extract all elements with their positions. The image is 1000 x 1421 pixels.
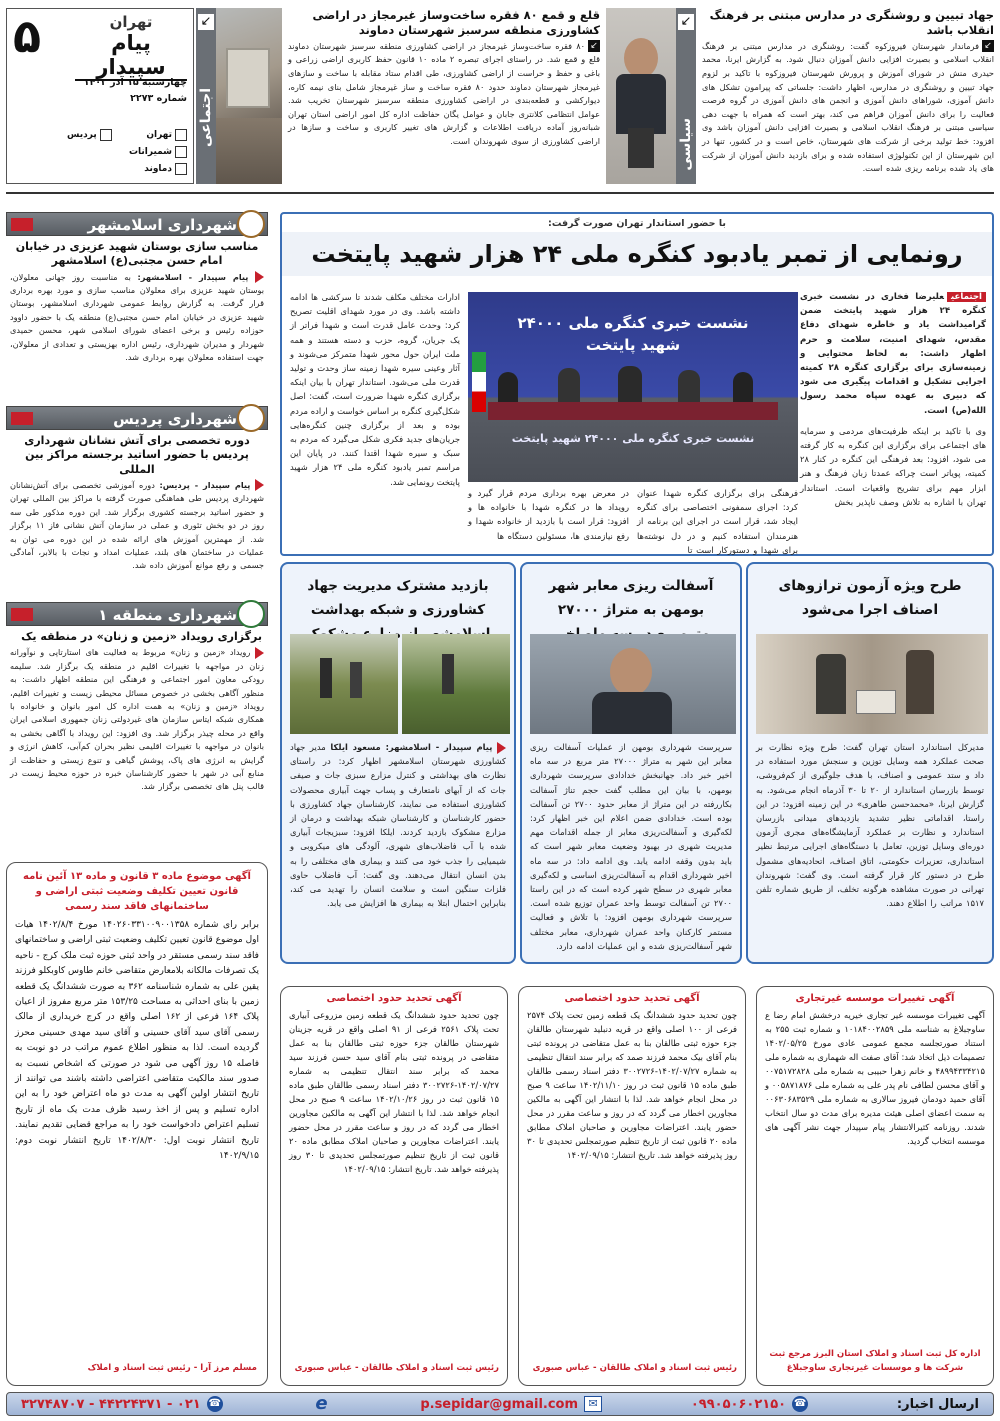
photo-banner-text: نشست خبری کنگره ملی ۲۴۰۰۰ شهید پایتخت bbox=[517, 314, 749, 354]
municipality-header: شهرداری پردیس bbox=[6, 406, 268, 430]
ad-title: آگهی تغییرات موسسه غیرتجاری bbox=[795, 993, 955, 1004]
demolition-photo bbox=[216, 8, 282, 184]
main-story-lead: اجتماعیعلیرضا فخاری در نشست خبری کنگره ۲۴ هزار شهید پایتخت ضمن گرامیداشت یاد و خاطره شهدای دفاع مقدس، شهدای امنیت، سلامت و حرم اظهار داشت: به لحاظ محتوایی و زمینه‌سازی برای برگزاری کنگره ۲۸ کمیته اجرایی تشکیل و اقدامات پیگیری می شود که دبیری به عهده سپاه محمد رسول الله(ص) است. وی با تاکید بر اینکه ظرفیت‌های مردمی و سرمایه های اجتماعی برای برگزاری این کنگره به کار گرفته می شود، افزود: بعد فرهنگی این کنگره در کنار ۲۸ کمیته، پویاتر است چراکه عمدتا زبان فرهنگ و هنر ابزار مهم برای تشریح واقعیات است. استاندار تهران با اشاره به تلاش وصف ناپذیر بخش bbox=[800, 290, 986, 509]
main-story-body-right: وی با تاکید بر اینکه ظرفیت‌های مردمی و سرمایه های اجتماعی برای برگزاری این کنگره به کار گرفته می شود، افزود: بعد فرهنگی این کنگره در کنار ۲۸ کمیته، پویاتر است چراکه عمدتا زبان فرهنگ و هنر ابزار مهم برای تشریح واقعیات است. استاندار تهران با اشاره به تلاش وصف ناپذیر بخش bbox=[800, 425, 986, 507]
section-tag: اجتماعی bbox=[947, 292, 986, 302]
masthead-name-line1: تهران bbox=[109, 13, 153, 31]
main-story-title: رونمایی از تمبر یادبود کنگره ملی ۲۴ هزار شهید پایتخت bbox=[282, 232, 992, 276]
red-marker-icon bbox=[255, 271, 264, 283]
top-right-article-body: ↙فرماندار شهرستان فیروزکوه گفت: روشنگری در مدارس مبتنی بر فرهنگ انقلاب اسلامی و بصیرت افزایی دانش آموزان دنبال شود. به گزارش ایرنا، محمد حیدری منش در شورای آموزش و پرورش شهرستان فیروزکوه با تاکید بر لزوم جهاد تبیین و روشنگری در مدارس، اظهار داشت: جلساتی که پیرامون تشکل های دانش آموزی، شوراهای دانش آموزی و انجمن های دانش آموزی در گروه فرصت فعالیت را برای دانش آموزان فراهم می کند، بهتر است که همراه با جهت دهی سیاسی مبتنی بر فرهنگ انقلاب اسلامی و بصیرت افزایی دانش آموزان باشد وی افزود: خط تولید برخی از شرکت های شهرستان، خاص است و در کشور، تنها در این شهرستان از این تکنولوژی استفاده شده و برای بازدید دانش آموزان از شرکت های یاد شده برنامه ریزی شده است. bbox=[702, 40, 994, 174]
ad-body: چون تحدید حدود ششدانگ یک قطعه زمین تحت پلاک ۲۵۷۴ فرعی از ۱۰۰ اصلی واقع در قریه دنبلید شهرستان طالقان جزء حوزه ثبتی طالقان بنا به عمل متقاضی در پرونده ثبتی بنام آقای بیک محمد فرزند صمد که برابر سند انتقال تنظیمی به شماره ۱۴۰۲/۰۷/۲۷-۳۰۰۲۷۲۶ دفتر اسناد رسمی طالقان طبق ماده ۱۵ قانون ثبت در روز ۱۴۰۲/۱۱/۱۰ ساعت ۹ صبح در محل انجام خواهد شد. لذا با انتشار این آگهی به مالکین مجاورین اخطار می گردد که در روز و ساعت مقرر در محل حضور یابند. اعتراضات مجاورین و صاحبان املاک مطابق ماده ۲۰ قانون ثبت از تاریخ تنظیم صورتمجلس تحدیدی تا ۳۰ روز پذیرفته خواهد شد. تاریخ انتشار: ۱۴۰۲/۰۹/۱۵ bbox=[527, 1010, 737, 1160]
phone-icon: ☎ bbox=[207, 1396, 223, 1412]
story-body: سرپرست شهرداری بومهن از عملیات آسفالت ریزی معابر این شهر به متراژ ۲۷۰۰۰ متر مربع در سه ماه اخیر خبر داد. جهانبخش خدادادی سرپرست شهرداری بومهن، با بیان این مطلب گفت حجم تناژ آسفالت بکاررفته در این متراژ از معابر حدود ۲۷۰۰ تن آسفالت بوده است. خدادادی ضمن اعلام این خبر اظهار کرد: لکه‌گیری و آسفالت‌ریزی معابر از جمله اقدامات مهم مدیریت شهری در بهبود وضعیت معابر شهر است که باید بدون وقفه ادامه یابد. وی ادامه داد: در سه ماه اخیر شهرداری اقدام به آسفالت‌ریزی اساسی و لکه‌گیری معابر شهری در سطح شهر کرده است که در این راستا ۲۷۰۰ تن آسفالت توسط واحد عمران توزیع شده است. سرپرست شهرداری بومهن افزود: با تلاش و فعالیت مستمر کارکنان واحد عمران شهرداری، معابر مختلف شهر آسفالت‌ریزی شده و این عملیات ادامه دارد. bbox=[530, 742, 732, 951]
top-right-article-title: جهاد تبیین و روشنگری در مدارس مبتنی بر فرهنگ انقلاب باشد bbox=[709, 8, 994, 37]
municipality-logo-icon bbox=[237, 404, 265, 432]
section-label-social: اجتماعی bbox=[198, 88, 214, 147]
ad-title: آگهی موضوع ماده ۳ قانون و ماده ۱۳ آئین نامه قانون تعیین تکلیف وضعیت ثبتی اراضی و ساختمانهای فاقد سند رسمی bbox=[23, 871, 251, 912]
municipality-header: شهرداری اسلامشهر bbox=[6, 212, 268, 236]
municipality-header: شهرداری منطقه ۱ bbox=[6, 602, 268, 626]
arrow-icon bbox=[11, 608, 33, 621]
ad-sign: اداره کل ثبت اسناد و املاک استان البرز مرجع ثبت شرکت ها و موسسات غیرتجاری ساوجبلاغ bbox=[769, 1349, 981, 1373]
municipality-body: پیام سپیدار - اسلامشهر: به مناسبت روز جهانی معلولان، بوستان شهید عزیزی برای معلولان مناسب سازی و مورد بهره برداری قرار گرفت. به گزارش روابط عمومی شهرداری اسلامشهر، بوستان شهید عزیزی در خیابان امام حسن مجتبی(ع) منطقه یک با حضور داوود حوزاده رئیس و برخی اعضای شورای اسلامی شهر، محسن حمیدی شهردار و مدیران شهرداری، رئیس اداره بهزیستی و تعدادی از معلولان، جهت استفاده معلولان بهره برداری شد. bbox=[10, 271, 264, 363]
main-story bbox=[280, 212, 994, 556]
main-story-body-left: ادارات مختلف مکلف شدند تا سرکشی ها ادامه داشته باشد. وی در مورد شهدای اقلیت تصریح کرد: وحدت عامل قدرت است و شهدا فراتر از یک جریان، گروه، حزب و دسته هستند و همه ملت ایران حول محور شهدا متمرکز می‌شوند و آثار وعینی سیره شهدا زمینه ساز وحدت و تولید قدرت ملی می‌شود. استاندار تهران با بیان اینکه برگزاری کنگره شهدا ضرورت است، گفت: اصل شکل‌گیری کنگره بر اساس خواست و اراده مردم بوده و بعد از برگزاری چنین کنگره‌هایی جریان‌های جدید فکری شکل می‌گیرد که مردم به سبک و سیره شهدا اقتدا کنند. در پایان این مراسم تمبر یادبود کنگره ملی ۲۴ هزار شهید پایتخت رونمایی شد. bbox=[290, 292, 460, 487]
story-agriculture bbox=[280, 562, 516, 964]
municipality-title: برگزاری رویداد «زمین و زنان» در منطقه یک bbox=[21, 630, 262, 643]
email-icon: ✉ bbox=[584, 1396, 602, 1412]
mayor-photo bbox=[530, 634, 736, 734]
ad-boundary-1 bbox=[280, 986, 508, 1386]
section-label-political: سیاسی bbox=[678, 118, 694, 171]
masthead bbox=[6, 8, 194, 184]
red-marker-icon bbox=[255, 479, 264, 491]
top-divider bbox=[6, 192, 994, 194]
red-marker-icon bbox=[255, 647, 264, 659]
article-marker-icon: ↙ bbox=[588, 40, 600, 52]
top-left-article-body: ↙۸۰ فقره ساخت‌وساز غیرمجاز در اراضی کشاورزی منطقه سرسبز شهرستان دماوند قلع و قمع شد. در راستای اجرای تبصره ۲ ماده ۱۰ قانون حفظ کاربری اراضی زراعی و باغی و حفظ و حراست از اراضی کشاورزی، طی اقدام ستاد مقابله با ساخت و سازهای غیرمجاز شهرستان دماوند حدود ۸۰ فقره ساخت و ساز غیرمجاز شامل بنای نیمه کاره، دیوارکشی و قطعه‌بندی در اراضی کشاورزی منطقه سرسبز شهرستان تخریب شد. عوامل انتظامی کلانتری جابان و عوامل یگان حفاظت اداره کل امور اراضی استان تهران شبانه‌روز آماده دریافت اطلاعات و گزارش های تغییر کاربری و ساخت و سازها در اراضی کشاورزی از سوی شهروندان است. bbox=[288, 40, 600, 147]
ad-body: برابر رای شماره ۱۴۰۲۶۰۳۳۱۰۰۹۰۰۱۳۵۸ مورخ ۱۴۰۲/۸/۴ هیات اول موضوع قانون تعیین تکلیف وضعیت ثبتی اراضی و ساختمانهای فاقد سند رسمی مستقر در واحد ثبتی حوزه ثبت ملک کرج - ناحیه یک تصرفات مالکانه بلامعارض متقاضی خانم طاوس کاوبکلو فرزند یقین علی به شماره شناسنامه ۳۶۲ به صورت ششدانگ یک قطعه زمین با بنای احداثی به مساحت ۱۵۳/۲۵ متر مربع مفروز از اعیان پلاک ۱۶۴ فرعی از ۱۶۲ اصلی واقع در کرج خریداری از مالک رسمی آقای سید آقای حسینی و آقای سید مهدی حسینی محرز گردیده است. لذا به منظور اطلاع عموم مراتب در دو نوبت به فاصله ۱۵ روز آگهی می شود در صورتی که اشخاص نسبت به صدور سند مالکیت متقاضی اعتراضی داشته باشند می توانند از تاریخ انتشار اولین آگهی به مدت دو ماه اعتراض خود را به این اداره تسلیم و پس از اخذ رسید ظرف مدت یک ماه از تاریخ تسلیم اعتراض دادخواست خود را به مراجع قضایی تقدیم نمایند. تاریخ انتشار نوبت اول: ۱۴۰۲/۸/۳۰ تاریخ انتشار نوبت دوم: ۱۴۰۲/۹/۱۵ bbox=[15, 920, 260, 1162]
area-tehran: تهران bbox=[146, 127, 187, 144]
ad-body: چون تحدید حدود ششدانگ یک قطعه زمین مزروعی آبیاری تحت پلاک ۲۵۶۱ فرعی از ۹۱ اصلی واقع در قریه جزینان شهرستان طالقان جزء حوزه ثبتی طالقان بنا به عمل متقاضی در پرونده ثبتی بنام آقای سید حسن فرزند سید محمد که برابر سند انتقال تنظیمی به شماره ۱۴۰۲/۰۷/۲۷-۳۰۰۲۷۲۶ دفتر اسناد رسمی طالقان طبق ماده ۱۵ قانون ثبت در روز ۱۴۰۲/۱۰/۲۶ ساعت ۹ صبح در محل انجام خواهد شد. لذا با انتشار این آگهی به مالکین مجاورین اخطار می گردد که در روز و ساعت مقرر در محل حضور یابند. اعتراضات مجاورین و صاحبان املاک مطابق ماده ۲۰ قانون ثبت از تاریخ تنظیم صورتمجلس تحدیدی تا ۳۰ روز پذیرفته خواهد شد. تاریخ انتشار: ۱۴۰۲/۰۹/۱۵ bbox=[289, 1010, 500, 1174]
municipality-islamshahr bbox=[6, 212, 268, 404]
top-right-article bbox=[702, 8, 994, 184]
story-title: بازدید مشترک مدیریت جهاد کشاورزی و شبکه بهداشت bbox=[307, 578, 489, 618]
arrow-icon bbox=[11, 218, 33, 231]
photo-banner-text-2: نشست خبری کنگره ملی ۲۴۰۰۰ شهید پایتخت bbox=[511, 432, 755, 445]
municipality-logo-icon bbox=[237, 210, 265, 238]
footer-bar bbox=[6, 1392, 994, 1416]
story-title: طرح ویژه آزمون ترازوهای اصناف اجرا می‌شود bbox=[778, 578, 962, 618]
municipality-body: رویداد «زمین و زنان» مربوط به فعالیت های استارتاپی و نوآورانه زنان در مواجهه با تغییرات اقلیم در منطقه یک برگزار شد. سلیمه رودکی معاون امور اجتماعی و فرهنگی این منطقه اظهار داشت: به منظور آگاهی بخشی در خصوص مسائل محیطی زیست و تغییرات اقلیم، رویداد «زمین و زنان» به همت اداره کل امور بانوان و خانواده با همکاری شبکه ایتاس سازمان های غیردولتی زنان جمهوری اسلامی ایران واقع در محله چیذر برگزار شد. وی افزود: این رویداد با آگاهی بخشی به بانوان در مواجهه با تغییرات اقلیمی نظیر بحران کم‌آبی، کاهش انرژی و گرایش به انرژی های پاک، پوشش گیاهی و تنوع زیستی و حفاظت از منابع آبی در شهر با حضور کارشناسان خبره در حوزه محیط زیست در قالب پنل های تخصصی برگزار شد. bbox=[10, 647, 264, 792]
masthead-areas bbox=[17, 127, 187, 178]
municipality-title: دوره تخصصی برای آتش نشانان شهرداری پردیس با حضور اساتید برجسته مراکز بین المللی bbox=[24, 434, 250, 476]
footer-phone-1-text: ۰۹۹۰۵۰۶۰۲۱۵۰ bbox=[690, 1396, 787, 1412]
arrow-icon bbox=[11, 412, 33, 425]
footer-email[interactable] bbox=[420, 1396, 602, 1412]
ad-title: آگهی تحدید حدود اختصاصی bbox=[564, 993, 700, 1004]
footer-phone-2-text: ۰۲۱ - ۴۴۲۲۴۳۷۱ - ۳۲۷۴۸۷۰۷ bbox=[21, 1396, 201, 1412]
page-number: ۵ bbox=[13, 9, 42, 63]
ad-sign: رئیس ثبت اسناد و املاک طالقان - عباس صبوری bbox=[532, 1363, 737, 1373]
story-title: آسفالت ریزی معابر شهر بومهن به متراژ ۲۷۰۰۰ bbox=[548, 578, 714, 618]
municipality-region1 bbox=[6, 602, 268, 834]
web-icon: e bbox=[315, 1393, 328, 1414]
municipality-title: مناسب سازی بوستان شهید عزیزی در خیابان امام حسن مجتبی(ع) اسلامشهر bbox=[15, 240, 259, 268]
municipality-body: پیام سپیدار - پردیس: دوره آموزشی تخصصی برای آتش‌نشانان شهرداری پردیس طی هماهنگی صورت گرفته با مراکز بین المللی تهران و حضور اساتید برجسته کشوری برگزار شد. این دوره مذکور طی سه روز در دو بخش تئوری و عملی در سازمان آتش نشانی فاز ۱۱ برگزار شد. از مهمترین آموزش های ارائه شده در این دوره می توان به عملیات در ساختمان های بلند، عملیات امداد و نجات با بالابر، آمادگی جسمی و رفع موانع آموزش داده شد. bbox=[10, 479, 264, 571]
scales-photo bbox=[756, 634, 988, 734]
section-strip-political bbox=[676, 8, 696, 184]
ad-nonprofit-changes bbox=[756, 986, 994, 1386]
story-asphalt bbox=[520, 562, 742, 964]
arrow-down-icon: ↙ bbox=[678, 14, 694, 30]
masthead-date: چهارشنبه ۱۵ آذر ۱۴۰۲ bbox=[83, 77, 187, 88]
area-damavand: دماوند bbox=[17, 161, 187, 178]
ad-boundary-2 bbox=[518, 986, 746, 1386]
ad-sign: رئیس ثبت اسناد و املاک طالقان - عباس صبوری bbox=[294, 1363, 499, 1373]
main-story-body-mid: فرهنگی برای برگزاری کنگره شهدا عنوان کرد: اجرای سمفونی اختصاصی برای کنگره ایجاد شد، قرار است در اجرای این برنامه از هنرمندان استفاده کنیم و در دل نوشته‌ها برای شهدا و دستورکار است تا در معرض بهره برداری مردم قرار گیرد و رویداد ها در کنگره شهدا با خانواده ها و افزود: قرار است با بازدید از خانواده شهدا و رفع نیازمندی ها، مسئولین دستگاه ها bbox=[468, 488, 798, 555]
footer-phone-1[interactable] bbox=[691, 1396, 808, 1412]
area-pardis: پردیس bbox=[67, 127, 112, 144]
article-marker-icon: ↙ bbox=[982, 40, 994, 52]
top-left-article bbox=[288, 8, 600, 184]
area-shemiranat: شمیرانات bbox=[17, 144, 187, 161]
masthead-logo bbox=[75, 13, 187, 81]
governor-photo bbox=[606, 8, 676, 184]
footer-label: ارسال اخبار: bbox=[896, 1396, 979, 1412]
farm-photo-1 bbox=[402, 634, 510, 734]
ad-sign: مسلم مرز آرا - رئیس ثبت اسناد و املاک bbox=[87, 1363, 257, 1373]
footer-phone-2[interactable] bbox=[21, 1396, 223, 1412]
municipality-logo-icon bbox=[237, 600, 265, 628]
farm-photo-2 bbox=[290, 634, 398, 734]
press-conference-photo bbox=[468, 292, 798, 482]
phone-icon: ☎ bbox=[792, 1396, 808, 1412]
top-left-article-title: قلع و قمع ۸۰ فقره ساخت‌وساز غیرمجاز در اراضی کشاورزی منطقه سرسبز شهرستان دماوند bbox=[312, 8, 600, 37]
ad-body: آگهی تغییرات موسسه غیر تجاری خیریه درخشش امام رضا ع ساوجبلاغ به شناسه ملی ۱۰۱۸۴۰۰۲۸۵۹ و شماره ثبت ۲۵۵ به استناد صورتجلسه مجمع عمومی عادی مورخ ۱۴۰۲/۰۵/۲۵ تصمیمات ذیل اتخاذ شد: آقای صفت اله شهماری به شماره ملی ۴۸۹۹۴۳۳۴۲۱۵ و خانم زهرا حبیبی به شماره ملی ۰۰۷۵۱۷۲۸۲۸ و آقای محسن لطافی نام پدر علی به شماره ملی ۰۰۵۸۷۱۸۷۶ و آقای حمید دودمان فیروز سالاری به شماره ملی ۰۰۶۳۰۶۸۳۵۲۹ به سمت اعضای اصلی هیئت مدیره برای مدت دو سال انتخاب شدند. روزنامه کثیرالانتشار پیام سپیدار جهت نشر آگهی های موسسه انتخاب گردید. bbox=[765, 1010, 986, 1146]
footer-email-text: p.sepidar@gmail.com bbox=[420, 1396, 579, 1412]
masthead-name-line2: پیام سپیدار bbox=[75, 31, 187, 81]
section-strip-social bbox=[196, 8, 216, 184]
red-marker-icon bbox=[497, 742, 506, 754]
ad-legal-notice bbox=[6, 862, 268, 1386]
main-story-kicker: با حضور استاندار تهران صورت گرفت: bbox=[548, 218, 726, 229]
masthead-issue: شماره ۲۲۷۳ bbox=[130, 93, 187, 104]
story-body: مدیرکل استاندارد استان تهران گفت: طرح ویژه نظارت بر صحت عملکرد همه وسایل توزین و سنجش مورد استفاده در داد و ستد عمومی و اصناف، با هدف جلوگیری از کم‌فروشی، توسط بازرسان استاندارد از ۲۰ تا ۳۰ آذرماه انجام می‌شود. به گزارش ایرنا، «محمدحسن طاهری» در این زمینه افزود: در این راستا، اقداماتی نظیر تشدید بازدیدهای میدانی بازرسان استاندارد و نظارت بر عملکرد آزمایشگاه‌های مجری آزمون دوره‌ای وسایل توزین، تعامل با دستگاه‌های اجرایی مرتبط نظیر استانداری، تعزیرات حکومتی، اتاق اصناف، اتحادیه‌های مشمول طرح در دستور کار قرار گرفته است. وی گفت: شهروندان تهرانی در صورت مشاهده هرگونه تخلف، از طریق شماره تلفن ۱۵۱۷ مراتب را اطلاع دهند. bbox=[756, 742, 984, 909]
arrow-down-icon: ↙ bbox=[198, 14, 214, 30]
story-scales bbox=[746, 562, 994, 964]
story-body: پیام سپیدار - اسلامشهر: مسعود ایلکا مدیر جهاد کشاورزی شهرستان اسلامشهر اظهار کرد: در راستای نظارت های بهداشتی و کنترل مزارع سبزی جات و صیفی جات که از آبهای نامتعارف و پساب جهت آبیاری محصولات کشاورزی استفاده می نمایند، کارشناسان جهاد کشاورزی با حضور کارشناسان و کارشناسان شبکه بهداشت و درمان از مزارع مشکوک بازدید کردند. ایلکا افزود: سبزیجات آبیاری شده با آب فاضلاب‌های شهری، آلودگی های میکروبی و شیمیایی را جذب خود می کنند و بیماری های مختلفی را به بدن انسان انتقال می‌دهند. وی گفت: آب فاضلاب حاوی فلزات سنگین است و سلامت انسان را تهدید می کند، بنابراین احتمال ابتلا به بیماری ها افزایش می یابد. bbox=[290, 742, 506, 909]
municipality-pardis bbox=[6, 406, 268, 598]
ad-title: آگهی تحدید حدود اختصاصی bbox=[326, 993, 462, 1004]
